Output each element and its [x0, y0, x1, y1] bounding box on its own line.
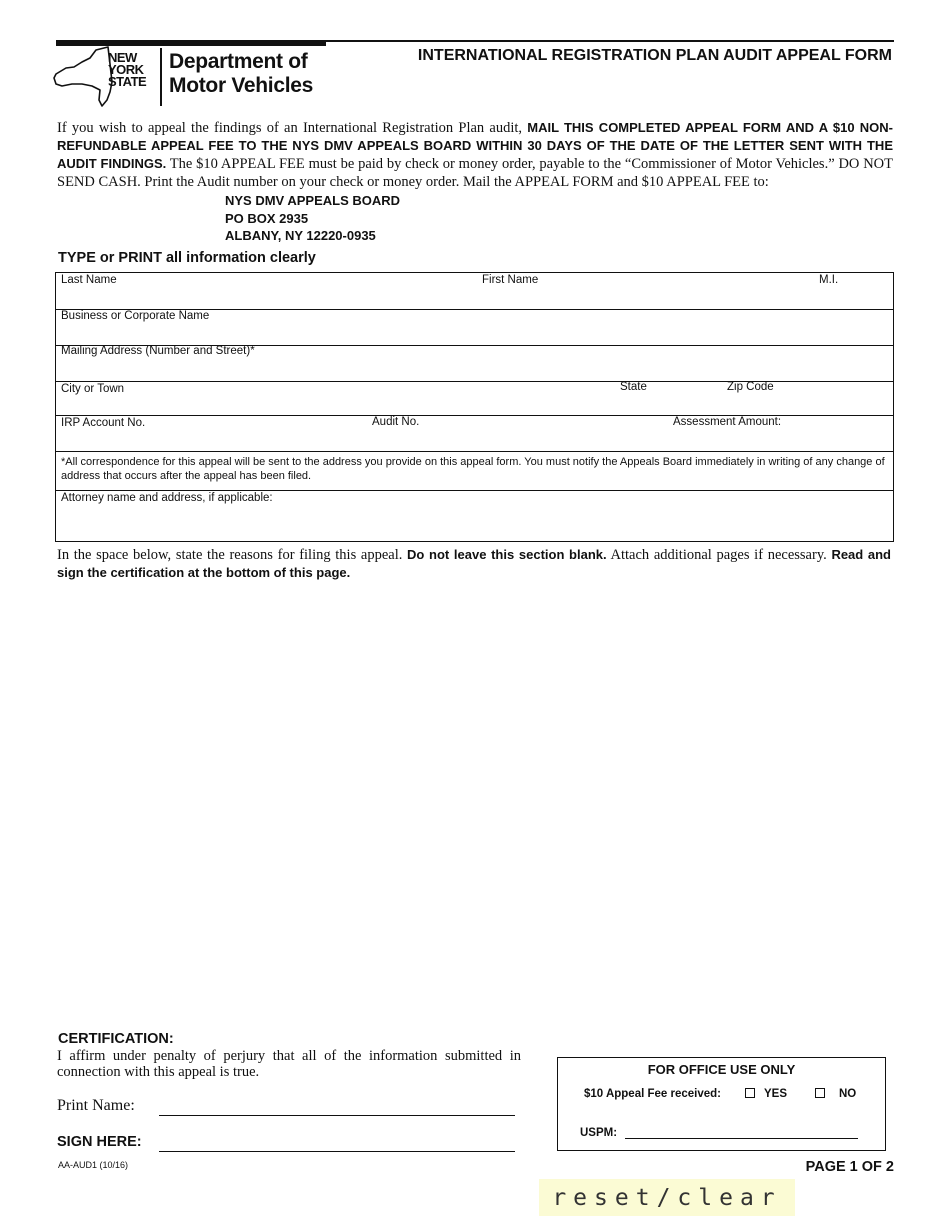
fee-no-checkbox[interactable]	[815, 1088, 825, 1098]
correspondence-note: *All correspondence for this appeal will be sent to the address you provide on this appeal form. You must notify the Appeals Board immediately in writing of any change of address that occurs after the appeal has been filed.	[61, 456, 885, 482]
intro-bold: MAIL THIS COMPLETED APPEAL FORM AND A $10 NON-REFUNDABLE APPEAL FEE TO THE NYS DMV APPEALS BOARD WITHIN 30 DAYS OF THE DATE OF THE LETTER SENT WITH THE AUDIT FINDINGS.	[57, 120, 893, 171]
reasons-instructions	[57, 546, 891, 582]
reasons-bold-2: Read and sign the certification at the bottom of this page.	[57, 547, 892, 580]
print-name-input[interactable]	[160, 1097, 514, 1115]
form-title: INTERNATIONAL REGISTRATION PLAN AUDIT APPEAL FORM	[417, 47, 892, 64]
uspm-label: USPM:	[580, 1127, 618, 1139]
mailing-address-input[interactable]	[61, 362, 886, 378]
irp-account-input[interactable]	[61, 433, 361, 449]
state-input[interactable]	[620, 397, 715, 413]
page-number: PAGE 1 OF 2	[805, 1159, 894, 1175]
signature-line	[159, 1151, 515, 1152]
mi-label: M.I.	[819, 274, 839, 286]
logo-divider	[160, 48, 162, 106]
mailing-address-label: Mailing Address (Number and Street)*	[61, 345, 255, 357]
form-id: AA-AUD1 (10/16)	[58, 1160, 129, 1170]
fee-no-label: NO	[839, 1088, 857, 1100]
zip-input[interactable]	[727, 397, 887, 413]
row-divider	[56, 451, 893, 452]
signature-input[interactable]	[160, 1133, 514, 1151]
audit-number-input[interactable]	[372, 433, 662, 449]
office-use-title: FOR OFFICE USE ONLY	[647, 1062, 796, 1077]
fee-yes-label: YES	[764, 1088, 788, 1100]
logo-dept-line2: Motor Vehicles	[169, 74, 314, 97]
section-title: TYPE or PRINT all information clearly	[58, 250, 316, 266]
address-line1: NYS DMV APPEALS BOARD	[225, 193, 401, 208]
print-name-line	[159, 1115, 515, 1116]
mi-input[interactable]	[819, 290, 884, 306]
business-label: Business or Corporate Name	[61, 310, 210, 322]
appeal-fee-label: $10 Appeal Fee received:	[584, 1088, 722, 1100]
attorney-input[interactable]	[61, 511, 886, 535]
assessment-amount-input[interactable]	[673, 433, 885, 449]
logo-department-name	[169, 50, 313, 98]
fee-yes-checkbox[interactable]	[745, 1088, 755, 1098]
uspm-line	[625, 1138, 858, 1139]
attorney-label: Attorney name and address, if applicable:	[61, 492, 273, 504]
reasons-text-1: In the space below, state the reasons for filing this appeal.	[57, 547, 408, 563]
irp-account-label: IRP Account No.	[61, 417, 146, 429]
logo-dept-line1: Department of	[169, 50, 308, 73]
last-name-input[interactable]	[61, 290, 471, 306]
zip-label: Zip Code	[727, 381, 774, 393]
reset-clear-button[interactable]: reset/clear	[539, 1179, 795, 1216]
intro-paragraph	[57, 119, 893, 191]
address-line2: PO BOX 2935	[225, 211, 309, 226]
print-name-label: Print Name:	[57, 1097, 135, 1114]
sign-here-label: SIGN HERE:	[57, 1134, 142, 1150]
row-divider	[56, 490, 893, 491]
audit-number-label: Audit No.	[372, 416, 420, 428]
reasons-text-2: Attach additional pages if necessary.	[606, 547, 832, 563]
intro-text-1: If you wish to appeal the findings of an International Registration Plan audit,	[57, 120, 528, 136]
reasons-bold-1: Do not leave this section blank.	[407, 547, 607, 562]
applicant-info-box	[55, 272, 894, 542]
intro-text-2: The $10 APPEAL FEE must be paid by check or money order, payable to the “Commissioner of Motor Vehicles.” DO NOT SEND CASH. Print the Audit number on your check or money order. Mail the APPEAL FORM and $10 APPEAL FEE to:	[57, 156, 893, 190]
city-input[interactable]	[131, 397, 601, 413]
appeal-reasons-textarea[interactable]	[57, 586, 897, 1020]
business-input[interactable]	[61, 326, 886, 342]
logo-state-text: NEW YORK STATE	[108, 50, 147, 89]
last-name-label: Last Name	[61, 274, 117, 286]
first-name-label: First Name	[482, 274, 539, 286]
certification-text: I affirm under penalty of perjury that all of the information submitted in connection with this appeal is true.	[57, 1048, 521, 1080]
address-line3: ALBANY, NY 12220-0935	[225, 228, 376, 243]
city-label: City or Town	[61, 383, 125, 395]
office-use-box	[557, 1057, 886, 1151]
first-name-input[interactable]	[482, 290, 812, 306]
state-label: State	[620, 381, 647, 393]
certification-heading: CERTIFICATION:	[58, 1031, 174, 1047]
assessment-amount-label: Assessment Amount:	[673, 416, 782, 428]
